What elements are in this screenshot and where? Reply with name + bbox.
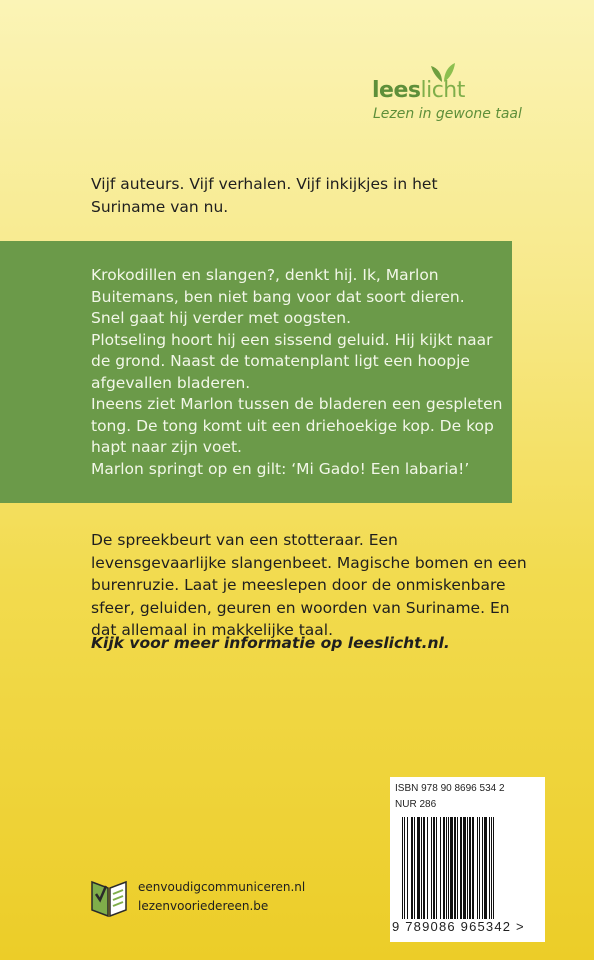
leeslicht-logo bbox=[372, 62, 532, 132]
blurb-text: De spreekbeurt van een stotteraar. Een levensgevaarlijke slangenbeet. Magische bomen en een burenruzie. Laat je meeslepen door de onmiskenbare sfeer, geluiden, geuren en woorden van Suriname. En dat allemaal in makkelijke taal. bbox=[91, 531, 527, 639]
excerpt-text bbox=[91, 265, 506, 480]
publisher-links bbox=[138, 878, 305, 916]
logo-tagline: Lezen in gewone taal bbox=[373, 106, 522, 122]
excerpt-line: Ineens ziet Marlon tussen de bladeren een gespleten tong. De tong komt uit een driehoekige kop. De kop hapt naar zijn voet. bbox=[91, 395, 503, 456]
logo-wordmark: leeslicht bbox=[372, 78, 465, 103]
more-info-link[interactable]: Kijk voor meer informatie op leeslicht.nl. bbox=[91, 634, 450, 652]
excerpt-box bbox=[0, 241, 512, 503]
barcode-panel bbox=[390, 777, 545, 942]
book-check-icon bbox=[90, 874, 128, 918]
intro-text: Vijf auteurs. Vijf verhalen. Vijf inkijkjes in het Suriname van nu. bbox=[91, 175, 438, 216]
publisher-link-2[interactable]: lezenvooriedereen.be bbox=[138, 899, 269, 913]
nur-label: NUR 286 bbox=[395, 799, 437, 810]
barcode-digits: 9 789086 965342 > bbox=[392, 919, 525, 934]
excerpt-line: Marlon springt op en gilt: ‘Mi Gado! Een labaria!’ bbox=[91, 459, 470, 478]
publisher-block bbox=[90, 868, 330, 918]
excerpt-line: Plotseling hoort hij een sissend geluid. Hij kijkt naar de grond. Naast de tomatenplant ligt een hoopje afgevallen bladeren. bbox=[91, 330, 493, 392]
excerpt-line: Snel gaat hij verder met oogsten. bbox=[91, 309, 352, 327]
excerpt-line: Krokodillen en slangen?, denkt hij. Ik, Marlon Buitemans, ben niet bang voor dat soort dieren. bbox=[91, 266, 465, 306]
isbn-label: ISBN 978 90 8696 534 2 bbox=[395, 783, 505, 794]
barcode-bars bbox=[400, 817, 528, 919]
publisher-link-1[interactable]: eenvoudigcommuniceren.nl bbox=[138, 880, 306, 894]
